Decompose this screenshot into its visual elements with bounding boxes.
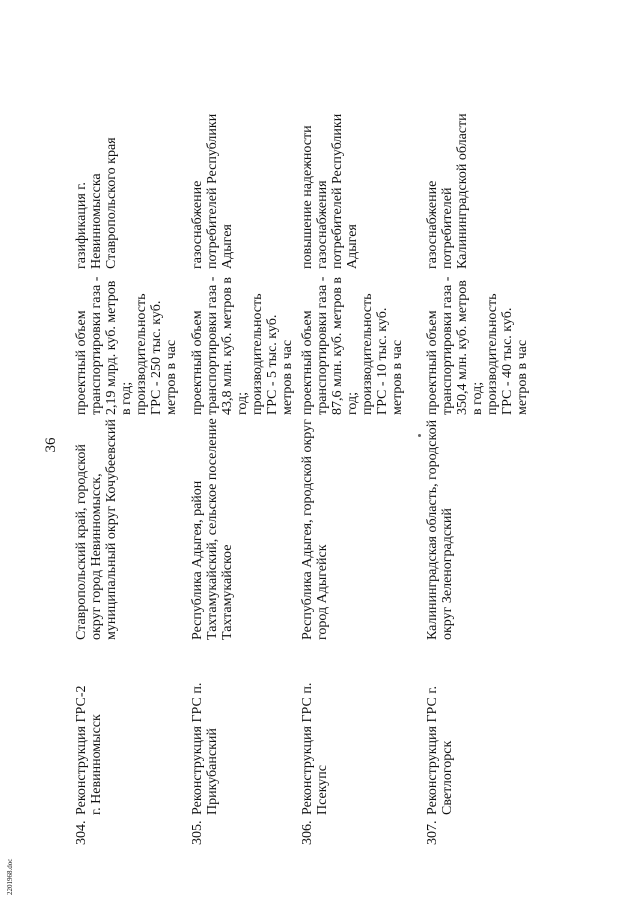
object-name: Реконструкция ГРС-2 г. Невинномысск	[74, 685, 104, 815]
object-parameters: проектный объем транспортировки газа - 350,4 млн. куб. метров в год; производительность ГРС - 40 тыс. куб. метров в час	[425, 276, 530, 415]
object-purpose: повышение надежности газоснабжения потребителей Республики Адыгея	[300, 113, 360, 269]
object-name: Реконструкция ГРС п. Псекупс	[300, 682, 330, 815]
object-purpose: газификация г. Невинномысска Ставропольского края	[74, 137, 119, 269]
object-parameters: проектный объем транспортировки газа - 43,8 млн. куб. метров в год; производительность ГРС - 5 тыс. куб. метров в час	[190, 276, 295, 415]
object-parameters: проектный объем транспортировки газа - 87,6 млн. куб. метров в год; производительность ГРС - 10 тыс. куб. метров в час	[300, 276, 405, 415]
object-location: Ставропольский край, городской округ город Невинномысск, муниципальный округ Кочубеевский	[74, 419, 119, 640]
object-parameters: проектный объем транспортировки газа - 2,19 млрд. куб. метров в год; производительность ГРС - 250 тыс. куб. метров в час	[74, 276, 179, 415]
object-purpose: газоснабжение потребителей Республики Адыгея	[190, 113, 235, 269]
stray-dot	[418, 434, 421, 437]
object-name: Реконструкция ГРС г. Светлогорск	[425, 686, 455, 815]
object-location: Республика Адыгея, городской округ город Адыгейск	[300, 419, 330, 640]
row-number: 307.	[425, 820, 440, 845]
page-number: 36	[43, 437, 59, 453]
object-name: Реконструкция ГРС п. Прикубанский	[190, 682, 220, 815]
row-number: 305.	[190, 820, 205, 845]
footer-filename: 2201968.doc	[6, 858, 14, 895]
object-location: Калининградская область, городской округ Зеленоградский	[425, 419, 455, 640]
object-purpose: газоснабжение потребителей Калининградской области	[425, 113, 470, 269]
row-number: 306.	[300, 820, 315, 845]
row-number: 304.	[74, 820, 89, 845]
object-location: Республика Адыгея, район Тахтамукайский, сельское поселение Тахтамукайское	[190, 418, 235, 640]
